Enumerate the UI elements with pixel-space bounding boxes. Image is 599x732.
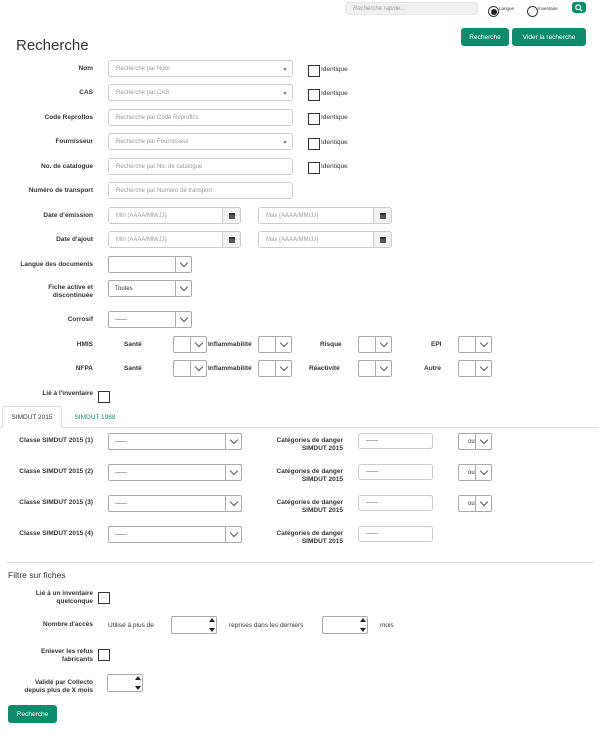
scope-label-langue: Langue [499,6,515,11]
simdut-class-3-value: ------ [115,500,127,507]
chevron-down-icon [275,361,291,376]
access-count-stepper[interactable] [171,616,217,634]
clear-search-button[interactable]: Vider la recherche [512,28,586,46]
refus-line1: Enlever les refus [40,648,93,655]
calendar-icon[interactable] [222,232,240,247]
emission-min-input[interactable] [108,207,241,224]
nfpa-reactivite-select[interactable] [358,360,392,377]
access-suffix: mois [380,622,394,629]
tab-simdut-2015[interactable] [2,406,62,428]
emission-min-placeholder: Min (AAAA/MM/JJ) [116,212,167,219]
simdut-class-4-select[interactable] [108,526,242,543]
fournisseur-select[interactable]: Recherche par Fournisseur [108,133,293,150]
nom-label: Nom [78,65,93,72]
stepper-arrows-icon[interactable] [359,618,366,632]
simdut-class-2-value: ------ [115,469,127,476]
simdut-class-3-select[interactable] [108,495,242,512]
simdut-danger-4-line2: SIMDUT 2015 [301,538,343,545]
chevron-down-icon [175,281,191,296]
ajout-max-input[interactable] [258,231,392,248]
simdut-op-3-select[interactable] [458,495,492,512]
chevron-down-icon [275,337,291,352]
simdut-class-2-select[interactable] [108,464,242,481]
access-months-stepper[interactable] [322,616,368,634]
ajout-min-input[interactable] [108,231,241,248]
search-button-bottom[interactable]: Recherche [8,705,57,723]
simdut-danger-2-line1: Catégories de danger [276,468,343,475]
nfpa-label: NFPA [75,365,93,372]
scope-radio-langue[interactable] [488,6,499,17]
tab-simdut-1988[interactable] [66,406,124,428]
refus-label [10,648,93,664]
cas-exact-checkbox[interactable] [308,89,320,101]
fiche-active-label-line1: Fiche active et [48,284,93,291]
hmis-epi-label: EPI [431,341,442,348]
lie-inventaire-checkbox[interactable] [98,391,110,403]
fournisseur-exact-checkbox[interactable] [308,138,320,150]
simdut-danger-1-input[interactable]: ------ [358,433,433,449]
hmis-risque-label: Risque [320,341,342,348]
ajout-label: Date d'ajout [56,236,93,243]
simdut-danger-2-label [258,468,343,484]
simdut-danger-2-input[interactable]: ------ [358,464,433,480]
catalogue-exact-label: Identique [321,163,348,170]
cas-select[interactable]: Recherche par CAS [108,84,293,101]
code-exact-label: Identique [321,114,348,121]
simdut-danger-4-label [258,530,343,546]
scope-radio-inventaire[interactable] [527,6,538,17]
simdut-op-3-value: ou [468,500,475,507]
corrosif-select[interactable] [108,311,192,328]
simdut-danger-1-label [258,437,343,453]
chevron-down-icon [190,361,206,376]
access-middle: reprises dans les derniers [229,622,304,629]
nfpa-inflammabilite-select[interactable] [258,360,292,377]
chevron-down-icon [475,337,491,352]
chevron-down-icon [475,434,491,449]
filter-section-title: Filtre sur fiches [8,570,66,580]
linked-any-line1: Lié à un inventaire [35,590,93,597]
fiche-active-select[interactable] [108,280,192,297]
chevron-down-icon [190,337,206,352]
valid-label [10,679,93,695]
chevron-down-icon [225,434,241,449]
langue-select[interactable] [108,256,192,273]
simdut-danger-1-line1: Catégories de danger [276,437,343,444]
corrosif-value: ------ [115,316,127,323]
catalogue-label: No. de catalogue [40,163,93,170]
hmis-label: HMIS [76,341,93,348]
tab-simdut-2015-label: SIMDUT 2015 [11,413,53,421]
page-title: Recherche [16,37,89,54]
simdut-danger-4-line1: Catégories de danger [276,530,343,537]
hmis-risque-select[interactable] [358,336,392,353]
chevron-down-icon [225,465,241,480]
chevron-down-icon [375,337,391,352]
cas-exact-label: Identique [321,90,348,97]
simdut-danger-3-input[interactable]: ------ [358,495,433,511]
simdut-class-4-label: Classe SIMDUT 2015 (4) [19,530,93,537]
chevron-down-icon [225,527,241,542]
fiche-active-label-line2: discontinuée [52,292,93,299]
access-label: Nombre d'accès [43,621,93,628]
code-exact-checkbox[interactable] [308,113,320,125]
nom-exact-checkbox[interactable] [308,65,320,77]
hmis-inflammabilite-select[interactable] [258,336,292,353]
simdut-class-3-label: Classe SIMDUT 2015 (3) [19,499,93,506]
nfpa-reactivite-label: Réactivité [309,365,340,372]
scope-label-inventaire: Inventaire [538,6,558,11]
search-button-top[interactable]: Recherche [461,28,509,46]
emission-label: Date d'émission [43,212,93,219]
simdut-class-1-select[interactable] [108,433,242,450]
chevron-down-icon [375,361,391,376]
refus-checkbox[interactable] [98,649,110,661]
nfpa-sante-label: Santé [124,365,142,372]
search-icon [575,4,583,12]
catalogue-input[interactable]: Recherche par No. de catalogue [108,158,293,175]
ajout-min-placeholder: Min (AAAA/MM/JJ) [116,236,167,243]
chevron-down-icon [475,361,491,376]
stepper-arrows-icon[interactable] [208,618,215,632]
transport-label: Numéro de transport [28,187,93,194]
chevron-down-icon [225,496,241,511]
transport-input[interactable]: Recherche par Numéro de transport [108,182,293,199]
refus-line2: fabricants [61,656,93,663]
chevron-down-icon [475,465,491,480]
simdut-class-1-label: Classe SIMDUT 2015 (1) [19,437,93,444]
cas-label: CAS [79,89,93,96]
simdut-class-1-value: ------ [115,438,127,445]
emission-max-input[interactable] [258,207,392,224]
quick-search-button[interactable] [572,2,586,13]
simdut-op-2-select[interactable] [458,464,492,481]
fournisseur-label: Fournisseur [55,138,93,145]
simdut-op-1-value: ou [468,438,475,445]
hmis-epi-select[interactable] [458,336,492,353]
fiche-active-label [10,284,93,300]
hmis-inflammabilite-label: Inflammabilité [208,341,252,348]
code-input[interactable]: Recherche par Code Reproflcs [108,109,293,126]
simdut-op-1-select[interactable] [458,433,492,450]
simdut-danger-3-line2: SIMDUT 2015 [301,507,343,514]
simdut-danger-2-line2: SIMDUT 2015 [301,476,343,483]
stepper-arrows-icon[interactable] [134,676,141,690]
chevron-down-icon [175,312,191,327]
hmis-sante-select[interactable] [173,336,207,353]
emission-max-placeholder: Max (AAAA/MM/JJ) [266,212,319,219]
filter-divider [6,562,594,563]
simdut-class-4-value: ------ [115,531,127,538]
simdut-op-2-value: ou [468,469,475,476]
lie-inventaire-label: Lié à l'inventaire [42,390,93,397]
calendar-icon[interactable] [222,208,240,223]
calendar-icon[interactable] [373,232,391,247]
nfpa-sante-select[interactable] [173,360,207,377]
ajout-max-placeholder: Max (AAAA/MM/JJ) [266,236,319,243]
hmis-sante-label: Santé [124,341,142,348]
valid-months-stepper[interactable] [107,674,143,692]
simdut-danger-1-line2: SIMDUT 2015 [301,445,343,452]
linked-any-checkbox[interactable] [98,592,110,604]
linked-any-line2: quelconque [56,598,93,605]
calendar-icon[interactable] [373,208,391,223]
chevron-down-icon [175,257,191,272]
langue-label: Langue des documents [20,261,93,268]
nom-exact-label: Identique [321,66,348,73]
code-label: Code Reproflos [44,114,93,121]
fiche-active-value: Toutes [115,285,133,292]
simdut-danger-3-line1: Catégories de danger [276,499,343,506]
nfpa-autre-label: Autre [424,365,441,372]
nfpa-autre-select[interactable] [458,360,492,377]
nfpa-inflammabilite-label: Inflammabilité [208,365,252,372]
simdut-danger-4-input[interactable]: ------ [358,526,433,542]
catalogue-exact-checkbox[interactable] [308,162,320,174]
valid-line2: depuis plus de X mois [24,687,93,694]
chevron-down-icon [475,496,491,511]
access-prefix: Utilisé à plus de [108,622,154,629]
tab-simdut-1988-label: SIMDUT 1988 [74,413,116,421]
corrosif-label: Corrosif [67,316,93,323]
valid-line1: Validé par Collecto [34,679,93,686]
nom-select[interactable]: Recherche par Nom [108,60,293,77]
linked-any-label [10,590,93,606]
quick-search-input[interactable]: Recherche rapide... [345,2,478,15]
simdut-class-2-label: Classe SIMDUT 2015 (2) [19,468,93,475]
simdut-danger-3-label [258,499,343,515]
fournisseur-exact-label: Identique [321,139,348,146]
